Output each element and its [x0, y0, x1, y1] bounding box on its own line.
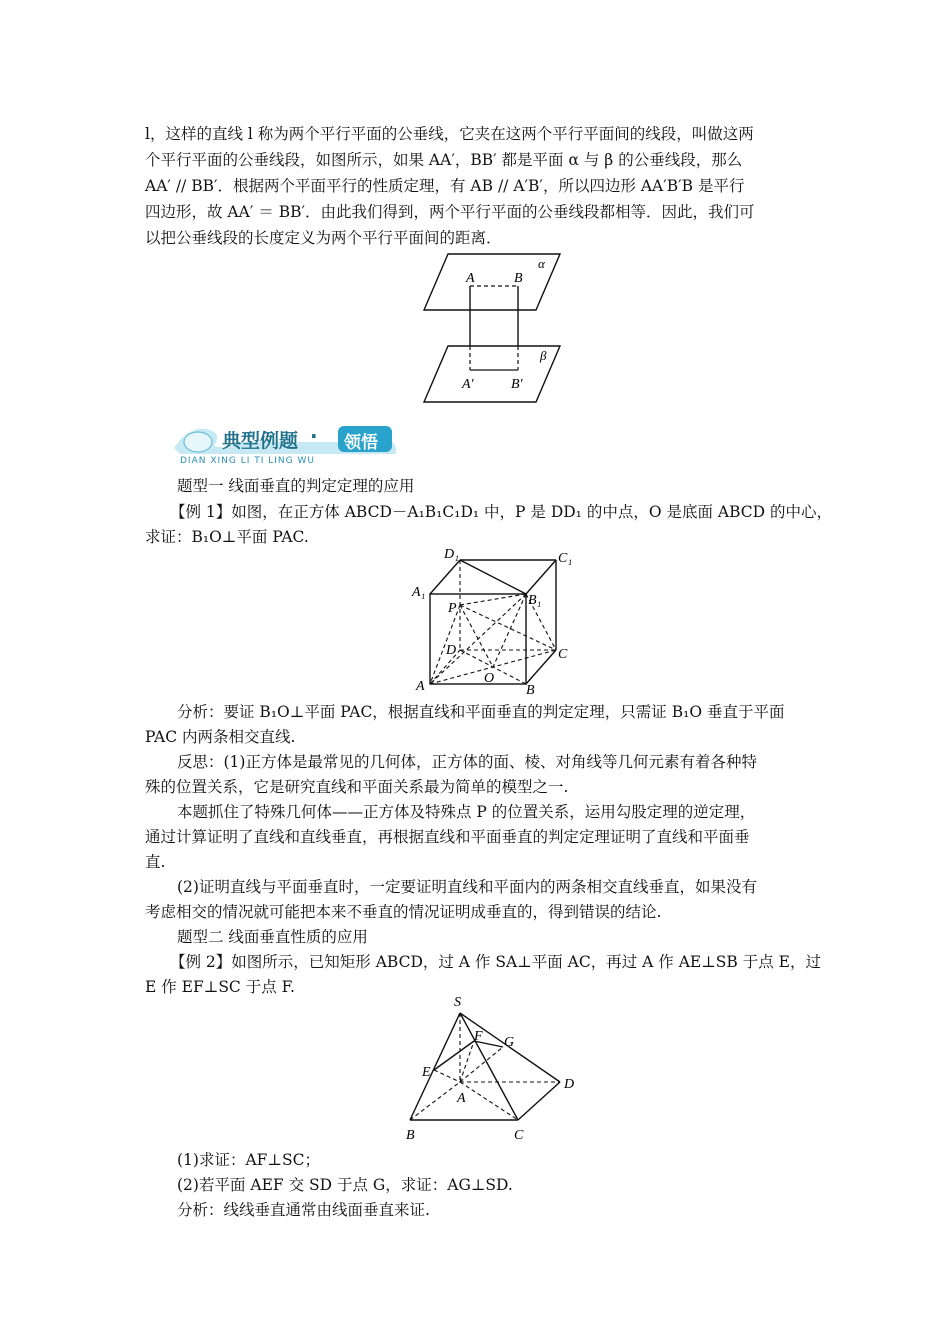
label-F: F	[474, 1029, 483, 1044]
label-B: B	[526, 683, 535, 696]
intro-line-5: 以把公垂线段的长度定义为两个平行平面间的距离．	[145, 229, 502, 247]
intro-line-4: 四边形，故 AA′ ＝ BB′．由此我们得到，两个平行平面的公垂线段都相等．因此，我们可	[145, 203, 755, 221]
label-A: A	[466, 271, 475, 286]
label-O: O	[484, 671, 495, 686]
type1-heading: 题型一 线面垂直的判定定理的应用	[177, 477, 415, 495]
label-B1: B₁	[528, 593, 542, 608]
label-B: B	[514, 271, 523, 286]
label-A-prime: A′	[462, 377, 474, 392]
banner-title: 典型例题	[222, 430, 299, 452]
label-G: G	[504, 1035, 515, 1050]
label-D: D	[446, 643, 457, 658]
label-C: C	[558, 647, 568, 662]
reflection-line-2: 殊的位置关系，它是研究直线和平面关系最为简单的模型之一.	[145, 778, 569, 796]
pyramid-figure	[400, 990, 590, 1145]
label-E: E	[422, 1065, 431, 1080]
banner-pinyin: DIAN XING LI TI LING WU	[180, 456, 315, 466]
reflection-line-7: 考虑相交的情况就可能把本来不垂直的情况证明成垂直的，得到错误的结论.	[145, 903, 662, 921]
analysis1-line-2: PAC 内两条相交直线.	[145, 728, 296, 746]
intro-line-1: l，这样的直线 l 称为两个平行平面的公垂线，它夹在这两个平行平面间的线段，叫做这两	[145, 125, 754, 143]
example2-line-2: E 作 EF⊥SC 于点 F.	[145, 978, 295, 996]
label-D1: D₁	[444, 547, 459, 562]
label-beta: β	[540, 348, 547, 363]
example1-tag: 【例 1】	[170, 503, 232, 521]
reflection-line-6: (2)证明直线与平面垂直时，一定要证明直线和平面内的两条相交直线垂直，如果没有	[177, 878, 757, 896]
label-C1: C₁	[558, 551, 573, 566]
analysis1-line-1: 分析：要证 B₁O⊥平面 PAC，根据直线和平面垂直的判定定理，只需证 B₁O 垂直于平面	[177, 703, 785, 721]
type2-heading: 题型二 线面垂直性质的应用	[177, 928, 368, 946]
label-D: D	[564, 1077, 575, 1092]
example1-text: 如图，在正方体 ABCD－A₁B₁C₁D₁ 中，P 是 DD₁ 的中点，O 是底面 ABCD 的中心，	[231, 503, 832, 521]
label-C: C	[514, 1128, 524, 1143]
label-B-prime: B′	[511, 377, 523, 392]
question-2: (2)若平面 AEF 交 SD 于点 G，求证：AG⊥SD.	[177, 1176, 513, 1194]
parallel-planes-figure	[418, 248, 568, 408]
label-alpha: α	[538, 256, 545, 271]
reflection-line-4: 通过计算证明了直线和直线垂直，再根据直线和平面垂直的判定定理证明了直线和平面垂	[145, 828, 750, 846]
analysis2: 分析：线线垂直通常由线面垂直来证.	[177, 1201, 430, 1219]
label-B: B	[406, 1128, 415, 1143]
banner-tag: 领悟	[344, 433, 378, 453]
label-A1: A₁	[412, 585, 426, 600]
example1-line-2: 求证：B₁O⊥平面 PAC.	[145, 528, 309, 546]
reflection-line-1: 反思：(1)正方体是最常见的几何体，正方体的面、棱、对角线等几何元素有着各种特	[177, 753, 757, 771]
reflection-line-5: 直.	[145, 853, 166, 871]
question-1: (1)求证：AF⊥SC；	[177, 1151, 320, 1169]
section-banner	[170, 420, 400, 470]
label-A: A	[457, 1091, 466, 1106]
example1-line	[170, 500, 832, 524]
label-P: P	[448, 601, 457, 616]
reflection-line-3: 本题抓住了特殊几何体——正方体及特殊点 P 的位置关系，运用勾股定理的逆定理，	[177, 803, 756, 821]
example2-line	[170, 950, 821, 974]
banner-dot: ·	[310, 424, 318, 448]
label-S: S	[454, 995, 461, 1010]
cube-figure	[408, 546, 578, 696]
label-A: A	[416, 679, 425, 694]
intro-line-2: 个平行平面的公垂线段，如图所示，如果 AA′，BB′ 都是平面 α 与 β 的公垂线段，那么	[145, 151, 743, 169]
intro-line-3: AA′ // BB′．根据两个平面平行的性质定理，有 AB // A′B′，所以四边形 AA′B′B 是平行	[145, 177, 745, 195]
example2-text: 如图所示，已知矩形 ABCD，过 A 作 SA⊥平面 AC，再过 A 作 AE⊥SB 于点 E，过	[231, 953, 821, 971]
example2-tag: 【例 2】	[170, 953, 232, 971]
